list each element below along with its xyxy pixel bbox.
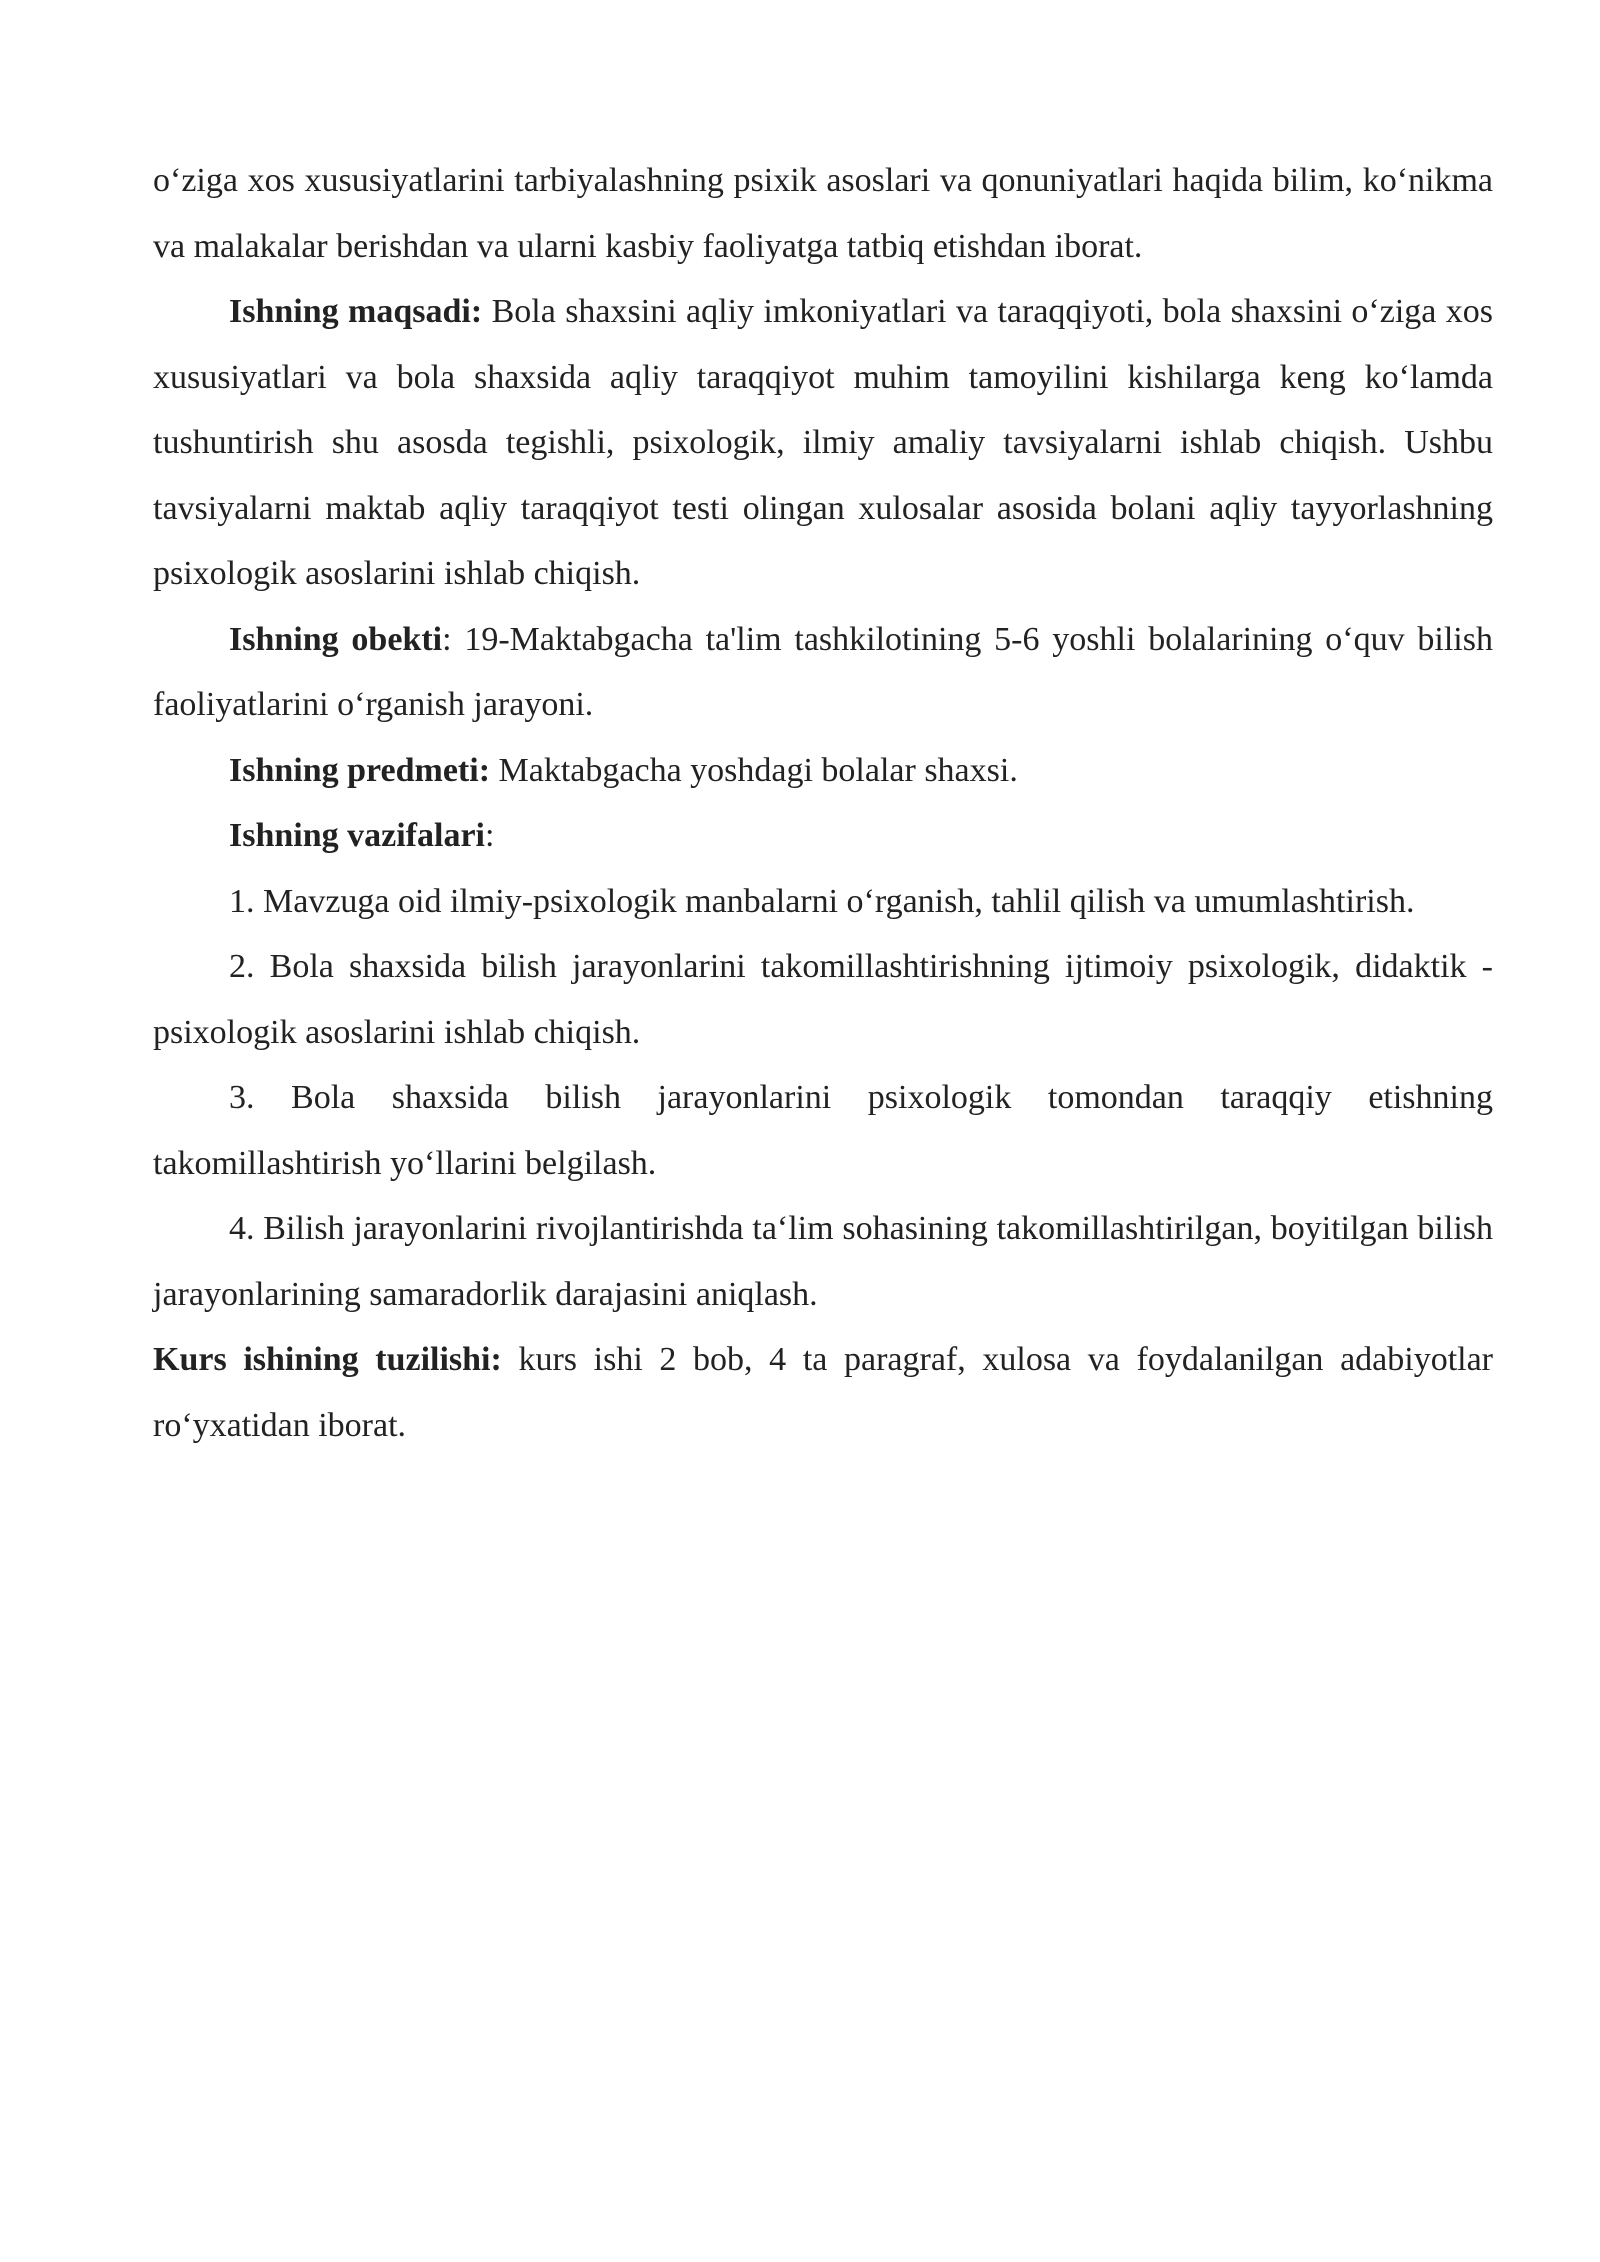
tasks-label: Ishning vazifalari: [229, 817, 485, 854]
tasks-suffix: :: [484, 817, 495, 854]
document-page: [153, 148, 1493, 1458]
task-item-4: 4. Bilish jarayonlarini rivojlantirishda taʻlim sohasining takomillashtirilgan, boyitilgan bilish jarayonlarining samaradorlik darajasini aniqlash.: [153, 1210, 1493, 1313]
structure-paragraph: [153, 1327, 1493, 1458]
task-item-1: 1. Mavzuga oid ilmiy-psixologik manbalarni oʻrganish, tahlil qilish va umumlashtirish.: [229, 882, 1415, 920]
task-item-3: 3. Bola shaxsida bilish jarayonlarini psixologik tomondan taraqqiy etishning takomillashtirish yoʻllarini belgilash.: [153, 1079, 1493, 1182]
object-text: : 19-Maktabgacha ta'lim tashkilotining 5-6 yoshli bolalarining oʻquv bilish faoliyatlarini oʻrganish jarayoni.: [153, 620, 1493, 723]
task-item-2: 2. Bola shaxsida bilish jarayonlarini takomillashtirishning ijtimoiy psixologik, didaktik - psixologik asoslarini ishlab chiqish.: [153, 948, 1493, 1051]
subject-label: Ishning predmeti:: [229, 751, 491, 789]
goal-label: Ishning maqsadi:: [229, 293, 483, 330]
goal-paragraph: [153, 279, 1493, 607]
tasks-heading: [153, 803, 1493, 869]
structure-label: Kurs ishining tuzilishi:: [153, 1341, 502, 1378]
subject-text: Maktabgacha yoshdagi bolalar shaxsi.: [490, 751, 1018, 789]
subject-paragraph: [153, 738, 1493, 804]
structure-text: kurs ishi 2 bob, 4 ta paragraf, xulosa va foydalanilgan adabiyotlar roʻyxatidan iborat.: [153, 1341, 1494, 1444]
goal-text: Bola shaxsini aqliy imkoniyatlari va taraqqiyoti, bola shaxsini oʻziga xos xususiyatlari va bola shaxsida aqliy taraqqiyot muhim tamoyilini kishilarga keng koʻlamda tushuntirish shu asosda tegishli, psixologik, ilmiy amaliy tavsiyalarni ishlab chiqish. Ushbu tavsiyalarni maktab aqliy taraqqiyot testi olingan xulosalar asosida bolani aqliy tayyorlashning psixologik asoslarini ishlab chiqish.: [153, 293, 1494, 592]
intro-paragraph: oʻziga xos xususiyatlarini tarbiyalashning psixik asoslari va qonuniyatlari haqida bilim, koʻnikma va malakalar berishdan va ularni kasbiy faoliyatga tatbiq etishdan iborat.: [153, 162, 1493, 265]
object-paragraph: [153, 607, 1493, 738]
object-label: Ishning obekti: [229, 620, 443, 658]
